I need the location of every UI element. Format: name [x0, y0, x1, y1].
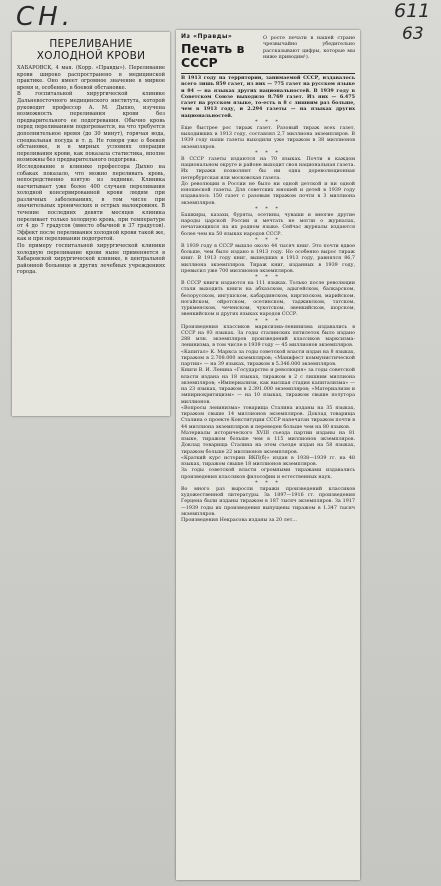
article-section: Башкиры, казахи, буряты, осетины, чуваши и многие другие народы царской России и мечтать не могли о журналах, печатающихся на их родном языке. Сейчас журналы издаются более чем на 50 языках народов СССР.: [181, 211, 355, 237]
handwritten-note-left: СН.: [16, 2, 74, 32]
section-separator-stars: * * *: [255, 274, 281, 280]
handwritten-folio-number: 611: [394, 0, 431, 22]
article-section: В 1939 году в СССР вышло около 44 тысяч книг. Это почти вдвое больше, чем было издано в 1913 году. Но особенно вырос тираж книг. В 1913 году книг, вышедших в 1913 году, равнялся 86,7 миллиона экземпляров. Тираж книг, изданных в 1939 году, превысил уже 700 миллионов экземпляров.: [181, 242, 355, 274]
article-section: Во много раз выросли тиражи произведений классиков художественной литературы. За 1897—1916 гг. произведения Герцена были изданы тиражом в 187 тысяч экземпляров. За 1917—1939 годы их произведения выпущены тиражом в 1.347 тысяч экземпляров. Произведения Некрасова изданы за 20 лет...: [181, 485, 355, 523]
source-badge: Из «Правды»: [181, 33, 233, 40]
article-section: Произведения классиков марксизма-ленинизма издавались в СССР на 93 языках. За годы сталинских пятилеток было издано 288 млн. экземпляров произведений классиков марксизма-ленинизма, в том числе в 1939 году — 45 миллионов экземпляров. «Капитал» К. Маркса за годы советской власти издан на 8 языках, тиражом в 2.708.000 экземпляров; «Манифест коммунистической партии» — на 39 языках, тиражом в 5.346.000 экземпляров. Книги В. И. Ленина «Государство и революция» за годы советской власти издана на 18 языках, тиражом в 2 с лишним миллиона экземпляров; «Империализм, как высшая стадия капитализма» — на 23 языках, тиражом в 2.391.000 экземпляров; «Материализм и эмпириокритицизм» — на 10 языках, тиражом свыше полутора миллионов. «Вопросы ленинизма» товарища Сталина изданы на 35 языках, тиражом свыше 14 миллионов экземпляров. Доклад товарища Сталина о проекте Конституции СССР напечатан тиражом почти в 44 миллиона экземпляров и переведен больше чем на 80 языков. Материалы исторического XVIII съезда партии изданы на 81 языке, тиражом больше чем в 115 миллионов экземпляров. Доклад товарища Сталина на этом съезде издан на 58 языках, тиражом больше 22 миллионов экземпляров. «Краткий курс истории ВКП(б)» издан в 1938—1939 гг. на 48 языках, тиражом свыше 18 миллионов экземпляров. За годы советской власти огромными тиражами издавались произведения классиков философии и естественных наук.: [181, 323, 355, 480]
article-section: В СССР газеты издаются на 70 языках. Почти в каждом национальном округе и районе выходит своя национальная газета. Их тиражи позволяют бы ни одна дореволюционная петербургская или московская газета. До революции в России не было ни одной детской и ни одной юношеской газеты. Для советских юношей и детей в 1939 году издавалось 150 газет с разовым тиражом почти в 3 миллиона экземпляров.: [181, 155, 355, 206]
section-separator-stars: * * *: [255, 118, 281, 125]
right-article-lead: [181, 34, 259, 70]
section-separator-stars: * * *: [255, 236, 281, 243]
article-section: Еще быстрее рос тираж газет. Разовый тираж всех газет, выходивших в 1913 году, составлял 2,7 миллиона экземпляров. В 1939 году наши газеты выходили уже тиражом в 38 миллионов экземпляров.: [181, 124, 355, 150]
right-article-header: [176, 30, 360, 70]
section-separator-stars: * * *: [255, 205, 281, 212]
left-article-title: ПЕРЕЛИВАНИЕ ХОЛОДНОЙ КРОВИ: [36, 38, 146, 62]
article-section: В СССР книги издаются на 111 языках. Только после революции стали выходить книги на абхазском, адыгейском, балкарском, белорусском, ингушском, кабардинском, киргизском, марийском, ногайском, ойротском, осетинском, таджикском, татском, туркменском, чеченском, чукотском, эвенкийском, шорском, эвенкийском и других языках народов СССР.: [181, 280, 355, 318]
header-rule: [181, 73, 355, 74]
right-article-sections: [176, 75, 360, 523]
left-clipping: [12, 32, 170, 416]
left-article-body: ХАБАРОВСК, 4 мая. (Корр. «Правды»). Переливание крови широко распространено в медицинской практике. Оно имеет огромное значение в мирное время и, особенно, в боевой обстановке. В госпитальной хирургической клинике Дальневосточного медицинского института, которой руководит профессор А. М. Дыхно, изучена возможность переливания крови без предварительного ее подогревания. Обычно кровь перед переливанием подогревается, на что требуется дополнительное время (до 30 минут), горячая вода, специальная посуда и т. д. Не говоря уже о боевой обстановке, и в мирных условиях операции переливания крови, как показала статистика, вполне возможны без предварительного подогрева. Исследование в клинике профессора Дыхно на собаках показало, что можно переливать кровь, непосредственно взятую из леднике. Клиника насчитывает уже более 400 случаев переливания холодной консервированной крови людям при различных заболеваниях, в том числе при значительных хронических и острых малокровиях. В течение последних девяти месяцев клиника переливает только холодную кровь, при температуре от 4 до 7 градусов (вместо обычной в 37 градусов). Эффект после переливания холодной крови такой же, как и при переливании подогретой. По примеру госпитальной хирургической клиники холодную переливание крови ныне применяется в Хабаровской хирургической клинике, в центральной районной больнице и других лечебных учреждениях города.: [17, 65, 165, 276]
right-clipping: [176, 30, 360, 880]
right-article-intro: О росте печати в нашей стране чрезвычайно убедительно рассказывают цифры, которые мы ниже приводим¹).: [263, 35, 355, 60]
article-section: В 1913 году на территории, занимаемой СССР, издавалось всего лишь 859 газет, из них — 775 газет на русском языке и 84 — на языках других национальностей. В 1939 году в Советском Союзе выходило 8.769 газет. Из них — 6.475 газет на русском языке, то-есть в 8 с лишним раз больше, чем в 1913 году, и 2.294 газеты — на языках других национальностей.: [181, 75, 355, 119]
right-article-headline: Печать в СССР: [181, 41, 245, 70]
handwritten-page-number: 63: [402, 24, 424, 44]
section-separator-stars: * * *: [255, 479, 281, 486]
section-separator-stars: * * *: [255, 317, 281, 324]
section-separator-stars: * * *: [255, 149, 281, 156]
